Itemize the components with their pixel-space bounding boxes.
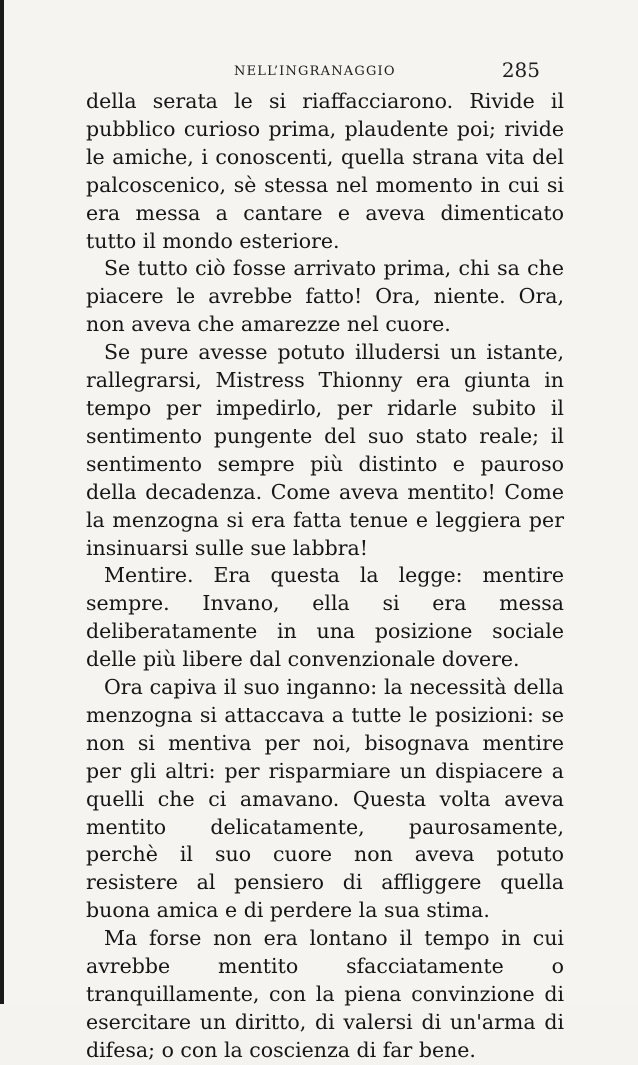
paragraph-6: Ma forse non era lontano il tempo in cui avrebbe mentito sfacciatamente o tranquillamente, con la piena convinzione di esercitare un diritto, di valersi di un'arma di difesa; o con la coscienza di far bene. xyxy=(86,926,564,1062)
paragraph-4: Mentire. Era questa la legge: mentire sempre. Invano, ella si era messa deliberatamente in una posizione sociale delle più libere dal convenzionale dovere. xyxy=(86,563,564,672)
page-header xyxy=(86,58,544,88)
paragraph-1: della serata le si riaffacciarono. Rivide il pubblico curioso prima, plaudente poi; rivide le amiche, i conoscenti, quella strana vita del palcoscenico, sè stessa nel momento in cui si era messa a cantare e aveva dimenticato tutto il mondo esteriore. xyxy=(86,89,564,253)
paragraph-5: Ora capiva il suo inganno: la necessità della menzogna si attaccava a tutte le posizioni: se non si mentiva per noi, bisognava mentire per gli altri: per risparmiare un dispiacere a quelli che ci amavano. Questa volta aveva mentito delicatamente, paurosamente, perchè il suo cuore non aveva potuto resistere al pensiero di affliggere quella buona amica e di perdere la sua stima. xyxy=(86,675,564,923)
paragraph-2: Se tutto ciò fosse arrivato prima, chi sa che piacere le avrebbe fatto! Ora, niente. Ora, non aveva che amarezze nel cuore. xyxy=(86,256,564,337)
paragraph-3: Se pure avesse potuto illudersi un istante, rallegrarsi, Mistress Thionny era giunta in tempo per impedirlo, per ridarle subito il sentimento pungente del suo stato reale; il sentimento sempre più distinto e pauroso della decadenza. Come aveva mentito! Come la menzogna si era fatta tenue e leggiera per insinuarsi sulle sue labbra! xyxy=(86,340,564,560)
body-text xyxy=(86,88,564,1065)
running-head: NELL’INGRANAGGIO xyxy=(234,64,396,79)
page-number: 285 xyxy=(501,58,540,82)
page-binding-edge xyxy=(0,0,4,1004)
